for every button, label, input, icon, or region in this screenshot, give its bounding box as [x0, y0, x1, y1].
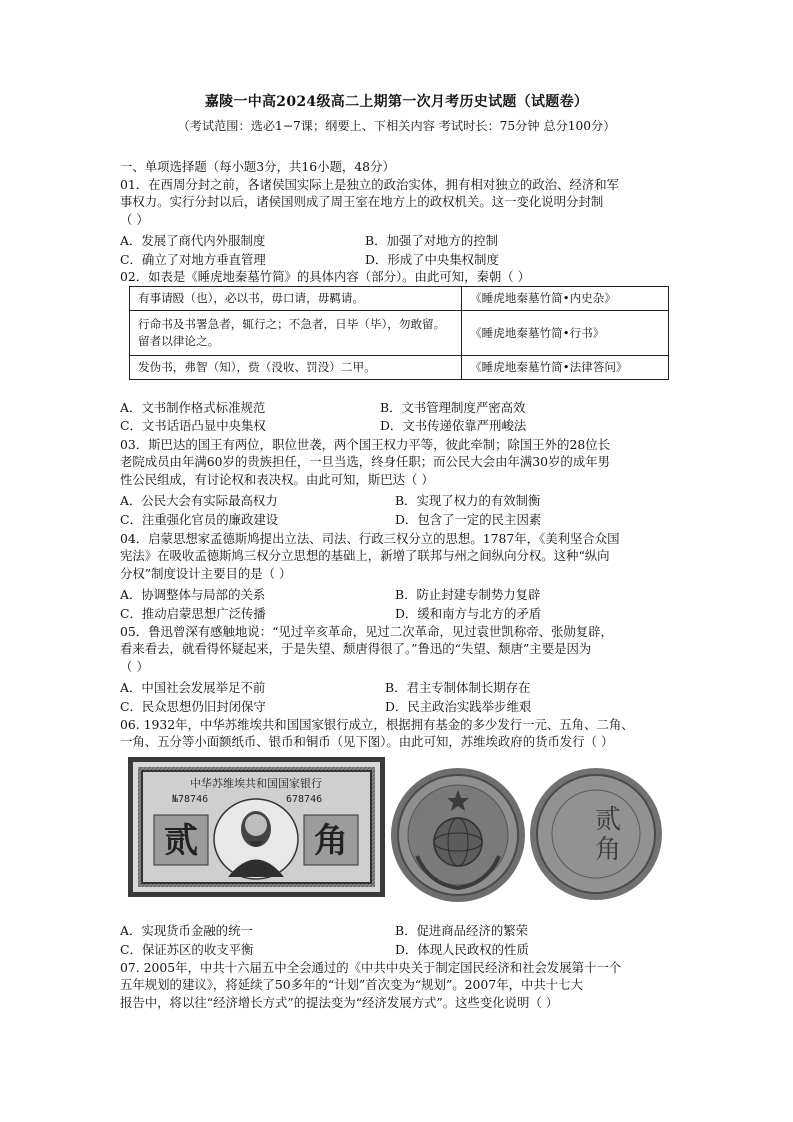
option-d[interactable]: D．形成了中央集权制度 — [365, 252, 499, 267]
table-cell-source: 《睡虎地秦墓竹简•行书》 — [462, 311, 669, 356]
question-1-line-3: （ ） — [120, 211, 149, 227]
option-a[interactable]: A．中国社会发展举足不前 — [120, 680, 266, 695]
question-3-line-2: 老院成员由年满60岁的贵族担任，一旦当选，终身任职；而公民大会由年满30岁的成年男 — [120, 454, 610, 470]
question-1-line-1: 01．在西周分封之前，各诸侯国实际上是独立的政治实体，拥有相对独立的政治、经济和军 — [120, 177, 620, 192]
option-c[interactable]: C．文书话语凸显中央集权 — [120, 418, 266, 433]
option-c[interactable]: C．民众思想仍旧封闭保守 — [120, 699, 266, 714]
coin-char-2: 角 — [594, 835, 622, 865]
coin-front-image — [389, 766, 527, 904]
banknote-serial-left: №78746 — [172, 794, 209, 805]
question-7-line-2: 五年规划的建议》，将延续了50多年的“计划”首次变为“规划”。2007年，中共十七大 — [120, 977, 583, 993]
question-5-line-2: 看来看去，就看得怀疑起来，于是失望、颓唐得很了。”鲁迅的“失望、颓唐”主要是因为 — [120, 641, 592, 657]
question-4-line-3: 分权”制度设计主要目的是（ ） — [120, 565, 292, 581]
question-1 — [120, 176, 676, 228]
question-6 — [120, 716, 676, 751]
option-c[interactable]: C．保证苏区的收支平衡 — [120, 942, 254, 957]
option-b[interactable]: B．实现了权力的有效制衡 — [395, 493, 541, 508]
option-d[interactable]: D．文书传递依靠严刑峻法 — [380, 418, 527, 433]
question-7-line-3: 报告中，将以往“经济增长方式”的提法变为“经济发展方式”。这些变化说明（ ） — [120, 994, 559, 1010]
option-b[interactable]: B．君主专制体制长期存在 — [385, 680, 531, 695]
table-row — [130, 311, 669, 356]
coin-back-image — [528, 766, 665, 903]
table-cell-source: 《睡虎地秦墓竹简•内史杂》 — [462, 287, 669, 311]
question-3-line-3: 性公民组成，有讨论权和表决权。由此可知，斯巴达（ ） — [120, 471, 434, 487]
question-5-line-1: 05．鲁迅曾深有感触地说：“见过辛亥革命，见过二次革命，见过袁世凯称帝、张勋复辟， — [120, 624, 613, 639]
option-b[interactable]: B．防止封建专制势力复辟 — [395, 587, 541, 602]
coin-char-1: 贰 — [594, 805, 622, 835]
option-d[interactable]: D．缓和南方与北方的矛盾 — [395, 606, 542, 621]
banknote-title: 中华苏维埃共和国国家银行 — [190, 777, 322, 790]
option-b[interactable]: B．促进商品经济的繁荣 — [395, 923, 529, 938]
option-c[interactable]: C．注重强化官员的廉政建设 — [120, 512, 279, 527]
table-cell-text: 有事请殹（也），必以书，毋口请，毋羁请。 — [130, 287, 462, 311]
option-d[interactable]: D．民主政治实践举步维艰 — [385, 699, 532, 714]
question-2 — [120, 268, 676, 285]
option-c[interactable]: C．确立了对地方垂直管理 — [120, 252, 266, 267]
question-6-line-1: 06. 1932年，中华苏维埃共和国国家银行成立，根据拥有基金的多少发行一元、五角、二角、 — [120, 717, 634, 732]
option-a[interactable]: A．公民大会有实际最高权力 — [120, 493, 278, 508]
table-row — [130, 287, 669, 311]
question-1-line-2: 事权力。实行分封以后，诸侯国则成了周王室在地方上的政权机关。这一变化说明分封制 — [120, 194, 604, 210]
option-d[interactable]: D．包含了一定的民主因素 — [395, 512, 542, 527]
table-cell-text: 发伪书，弗智（知），赀（没收、罚没）二甲。 — [130, 356, 462, 380]
banknote-image — [128, 757, 385, 897]
table-cell-text: 行命书及书署急者，辄行之；不急者，日毕（毕），勿敢留。留者以律论之。 — [130, 311, 462, 356]
question-4-line-2: 宪法》在吸收孟德斯鸠三权分立思想的基础上，新增了联邦与州之间纵向分权。这种“纵向 — [120, 548, 610, 564]
option-a[interactable]: A．发展了商代内外服制度 — [120, 233, 266, 248]
question-7-line-1: 07. 2005年，中共十六届五中全会通过的《中共中央关于制定国民经济和社会发展第十一个 — [120, 960, 622, 975]
option-a[interactable]: A．文书制作格式标准规范 — [120, 400, 266, 415]
question-5 — [120, 623, 676, 675]
option-a[interactable]: A．协调整体与局部的关系 — [120, 587, 266, 602]
banknote-right-char: 角 — [314, 821, 348, 861]
table-cell-source: 《睡虎地秦墓竹简•法律答问》 — [462, 356, 669, 380]
section-heading: 一、单项选择题（每小题3分，共16小题，48分） — [120, 159, 395, 174]
question-4-line-1: 04．启蒙思想家孟德斯鸠提出立法、司法、行政三权分立的思想。1787年，《美利坚合众国 — [120, 531, 620, 546]
question-7 — [120, 959, 676, 1011]
table-row — [130, 356, 669, 380]
question-6-line-2: 一角、五分等小面额纸币、银币和铜币（见下图）。由此可知，苏维埃政府的货币发行（ ） — [120, 734, 614, 750]
bamboo-slips-table — [129, 286, 669, 380]
question-3 — [120, 436, 676, 488]
option-a[interactable]: A．实现货币金融的统一 — [120, 923, 253, 938]
option-b[interactable]: B．文书管理制度严密高效 — [380, 400, 526, 415]
banknote-serial-right: 678746 — [286, 794, 323, 805]
question-4 — [120, 530, 676, 582]
banknote-left-char: 贰 — [164, 821, 198, 861]
exam-title: 嘉陵一中高2024级高二上期第一次月考历史试题（试题卷） — [204, 94, 589, 110]
question-2-line-1: 02．如表是《睡虎地秦墓竹简》的具体内容（部分）。由此可知，秦朝（ ） — [120, 269, 531, 284]
option-d[interactable]: D．体现人民政权的性质 — [395, 942, 529, 957]
exam-subtitle: （考试范围：选必1−7课；纲要上、下相关内容 考试时长：75分钟 总分100分） — [177, 119, 616, 133]
option-c[interactable]: C．推动启蒙思想广泛传播 — [120, 606, 266, 621]
question-3-line-1: 03．斯巴达的国王有两位，职位世袭，两个国王权力平等，彼此牵制；除国王外的28位长 — [120, 437, 610, 452]
question-5-line-3: （ ） — [120, 658, 149, 674]
option-b[interactable]: B．加强了对地方的控制 — [365, 233, 499, 248]
globe-emblem-icon — [434, 818, 482, 866]
